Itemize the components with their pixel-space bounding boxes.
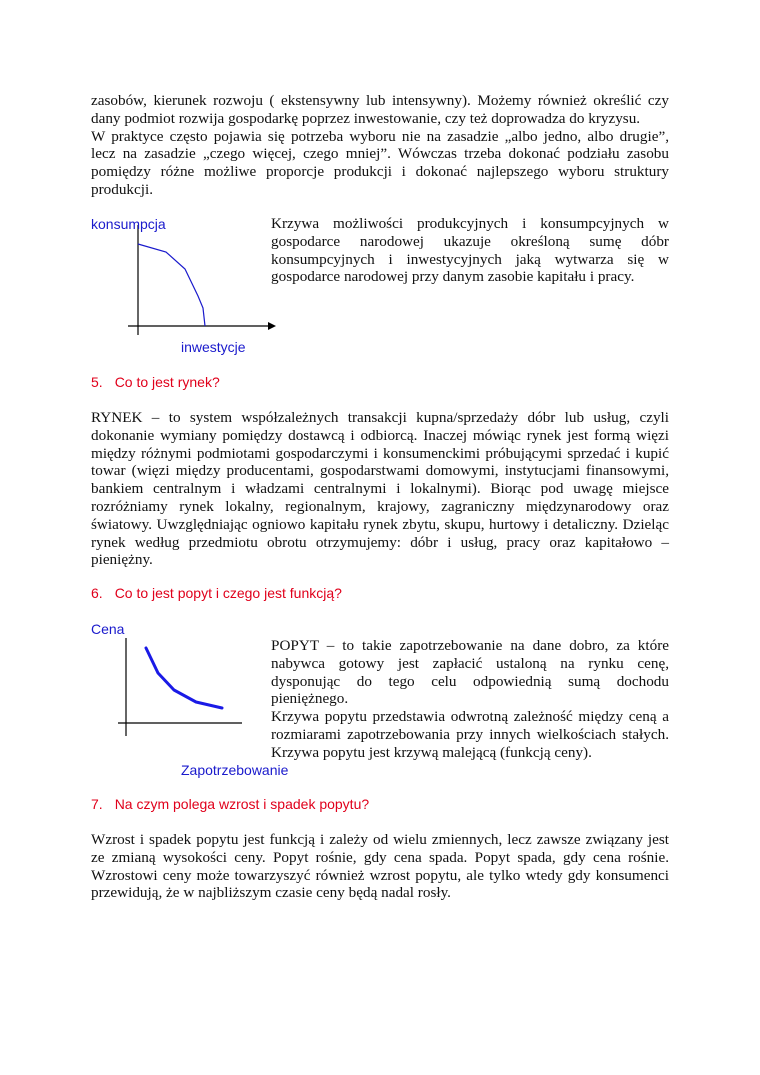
section-6-paragraph (271, 637, 669, 762)
ppf-x-label: inwestycje (181, 339, 246, 355)
section-5-line: światowy. Uwzględniając ogniowo kapitału rynek zbytu, skupu, hurtowy i detaliczny. Dzieląc (91, 515, 669, 533)
intro-line: W praktyce często pojawia się potrzeba wyboru nie na zasadzie „albo jedno, albo drugie”, (91, 127, 669, 145)
section-6-line: rozmiarami zapotrzebowania przy innych wielkościach stałych. (271, 725, 669, 743)
section-6-line: Krzywa popytu jest krzywą malejącą (funkcją ceny). (271, 743, 592, 761)
section-6-number: 6. (91, 585, 103, 601)
section-7-paragraph (91, 831, 669, 902)
section-5-line: towar (więzi między producentami, gospodarstwami domowymi, instytucjami finansowymi, (91, 462, 669, 480)
section-6-line: dysponując do tego celu odpowiednią sumą dochodu (271, 672, 669, 690)
section-7-heading (91, 796, 369, 814)
section-5-line: bankiem centralnym i władzami centralnymi i lokalnymi). Biorąc pod uwagę miejsce (91, 480, 669, 498)
section-6-line: POPYT – to takie zapotrzebowanie na dane dobro, za które (271, 637, 669, 654)
ppf-y-label: konsumpcja (91, 216, 166, 232)
section-6-line: Krzywa popytu przedstawia odwrotną zależność między ceną a (271, 708, 669, 726)
section-6-line: pieniężnego. (271, 690, 349, 708)
section-7-line: Wzrost i spadek popytu jest funkcją i zależy od wielu zmiennych, lecz zawsze związany jest (91, 831, 669, 848)
ppf-caption-line: konsumpcyjnych i inwestycyjnych jaką wytwarza się w (271, 250, 669, 268)
section-5-line: między różnymi podmiotami gospodarczymi i konsumenckimi próbującymi sprzedać i kupić (91, 444, 669, 462)
section-7-title: Na czym polega wzrost i spadek popytu? (114, 796, 370, 812)
section-5-line: rozróżniamy rynek lokalny, regionalnym, krajowy, zagraniczny międzynarodowy oraz (91, 497, 669, 515)
section-7-line: Wzrostowi ceny może towarzyszyć również wzrost popytu, ale tylko wtedy gdy konsumenci (91, 866, 669, 884)
demand-curve (146, 648, 222, 708)
section-5-line: dokonanie wymiany pomiędzy dostawcą i odbiorcą. Inaczej mówiąc rynek jest formą więzi (91, 426, 669, 444)
ppf-caption (271, 215, 669, 286)
section-5-line: pieniężny. (91, 551, 153, 569)
demand-x-label: Zapotrzebowanie (181, 762, 289, 778)
intro-line: zasobów, kierunek rozwoju ( ekstensywny lub intensywny). Możemy również określić czy (91, 92, 669, 109)
section-5-line: rynek według przedmiotu obrotu otrzymujemy: dóbr i usług, pracy oraz kapitałowo – (91, 533, 669, 551)
intro-line: lecz na zasadzie „czego więcej, czego mniej”. Wówczas trzeba dokonać podziału zasobu (91, 145, 669, 163)
ppf-curve (138, 244, 205, 326)
ppf-x-arrow (268, 322, 276, 330)
section-6-title: Co to jest popyt i czego jest funkcją? (114, 585, 342, 601)
intro-line: dany podmiot rozwija gospodarkę poprzez inwestowanie, czy też doprowadza do kryzysu. (91, 109, 641, 127)
section-5-number: 5. (91, 374, 103, 390)
demand-y-label: Cena (91, 621, 125, 637)
section-7-line: przewidują, że w najbliższym czasie ceny będą nadal rosły. (91, 884, 451, 902)
section-6-heading (91, 585, 342, 603)
section-7-line: ze zmianą wysokości ceny. Popyt rośnie, gdy cena spada. Popyt spada, gdy cena rośnie. (91, 848, 669, 866)
section-5-title: Co to jest rynek? (114, 374, 220, 390)
intro-line: pomiędzy różne możliwe proporcje produkcji i dokonać najlepszego wyboru struktury (91, 163, 669, 181)
section-7-number: 7. (91, 796, 103, 812)
demand-chart (110, 636, 250, 736)
section-5-paragraph (91, 409, 669, 569)
ppf-caption-line: Krzywa możliwości produkcyjnych i konsumpcyjnych w (271, 215, 669, 232)
intro-paragraph (91, 92, 669, 199)
section-5-line: RYNEK – to system współzależnych transakcji kupna/sprzedaży dóbr lub usług, czyli (91, 409, 669, 426)
intro-line: produkcji. (91, 180, 154, 198)
ppf-caption-line: gospodarce narodowej ukazuje określoną sumę dóbr (271, 232, 669, 250)
section-5-heading (91, 374, 220, 392)
section-6-line: nabywca gotowy jest zapłacić ustaloną na rynku cenę, (271, 654, 669, 672)
ppf-caption-line: gospodarce narodowej przy danym zasobie kapitału i pracy. (271, 268, 635, 286)
ppf-chart (110, 225, 280, 335)
